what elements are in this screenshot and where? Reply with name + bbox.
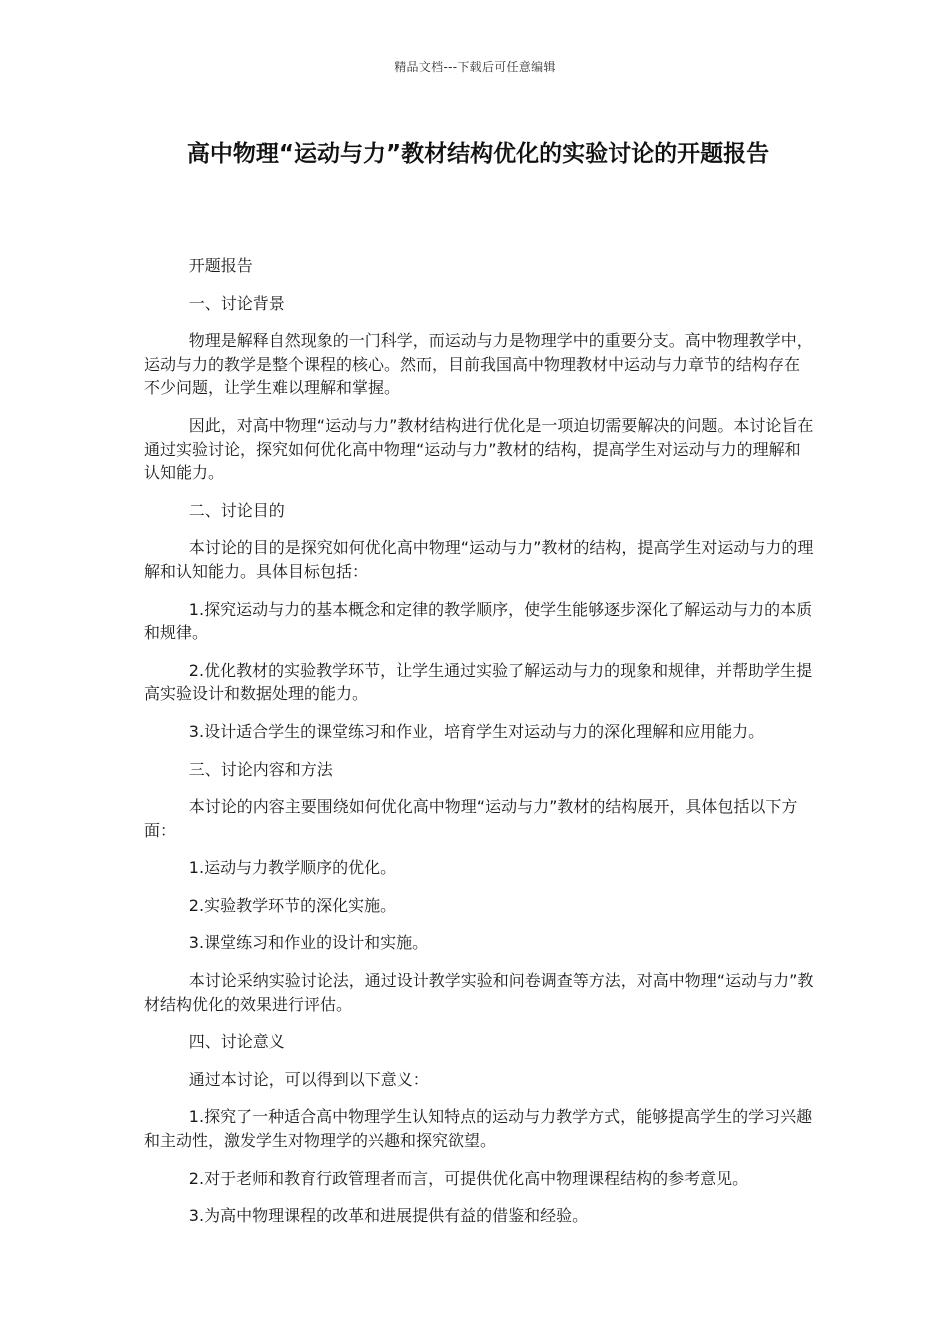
- paragraph-method: 本讨论采纳实验讨论法，通过设计教学实验和问卷调查等方法，对高中物理“运动与力”教材结构优化的效果进行评估。: [144, 971, 814, 1014]
- document-body: [144, 254, 814, 1242]
- paragraph-content: 本讨论的内容主要围绕如何优化高中物理“运动与力”教材的结构展开，具体包括以下方面：: [144, 797, 798, 840]
- section-heading-content-method: 三、讨论内容和方法: [188, 759, 333, 779]
- purpose-item-3: 3.设计适合学生的课堂练习和作业，培育学生对运动与力的深化理解和应用能力。: [188, 721, 765, 741]
- section-heading-purpose: 二、讨论目的: [188, 500, 285, 520]
- significance-item-2: 2.对于老师和教育行政管理者而言，可提供优化高中物理课程结构的参考意见。: [188, 1168, 749, 1188]
- paragraph-significance-intro: 通过本讨论，可以得到以下意义：: [188, 1069, 429, 1089]
- section-heading-background: 一、讨论背景: [188, 293, 285, 313]
- purpose-item-2: 2.优化教材的实验教学环节，让学生通过实验了解运动与力的现象和规律，并帮助学生提高实验设计和数据处理的能力。: [144, 660, 813, 704]
- paragraph-purpose: 本讨论的目的是探究如何优化高中物理“运动与力”教材的结构，提高学生对运动与力的理解和认知能力。具体目标包括：: [144, 538, 814, 581]
- content-item-2: 2.实验教学环节的深化实施。: [188, 895, 397, 915]
- significance-item-3: 3.为高中物理课程的改革和进展提供有益的借鉴和经验。: [188, 1206, 589, 1226]
- section-label-proposal: 开题报告: [188, 256, 253, 275]
- section-heading-significance: 四、讨论意义: [188, 1032, 285, 1052]
- content-item-1: 1.运动与力教学顺序的优化。: [188, 858, 397, 878]
- significance-item-1: 1.探究了一种适合高中物理学生认知特点的运动与力教学方式，能够提高学生的学习兴趣和主动性，激发学生对物理学的兴趣和探究欲望。: [144, 1107, 813, 1151]
- content-item-3: 3.课堂练习和作业的设计和实施。: [188, 933, 429, 953]
- document-title: 高中物理“运动与力”教材结构优化的实验讨论的开题报告: [186, 141, 770, 167]
- purpose-item-1: 1.探究运动与力的基本概念和定律的教学顺序，使学生能够逐步深化了解运动与力的本质和规律。: [144, 599, 813, 643]
- header-note: 精品文档---下载后可任意编辑: [394, 60, 556, 74]
- paragraph-background-2: 因此，对高中物理“运动与力”教材结构进行优化是一项迫切需要解决的问题。本讨论旨在通过实验讨论，探究如何优化高中物理“运动与力”教材的结构，提高学生对运动与力的理解和认知能力。: [144, 415, 814, 483]
- paragraph-background-1: 物理是解释自然现象的一门科学，而运动与力是物理学中的重要分支。高中物理教学中，运动与力的教学是整个课程的核心。然而，目前我国高中物理教材中运动与力章节的结构存在不少问题，让学生难以理解和掌握。: [144, 331, 813, 398]
